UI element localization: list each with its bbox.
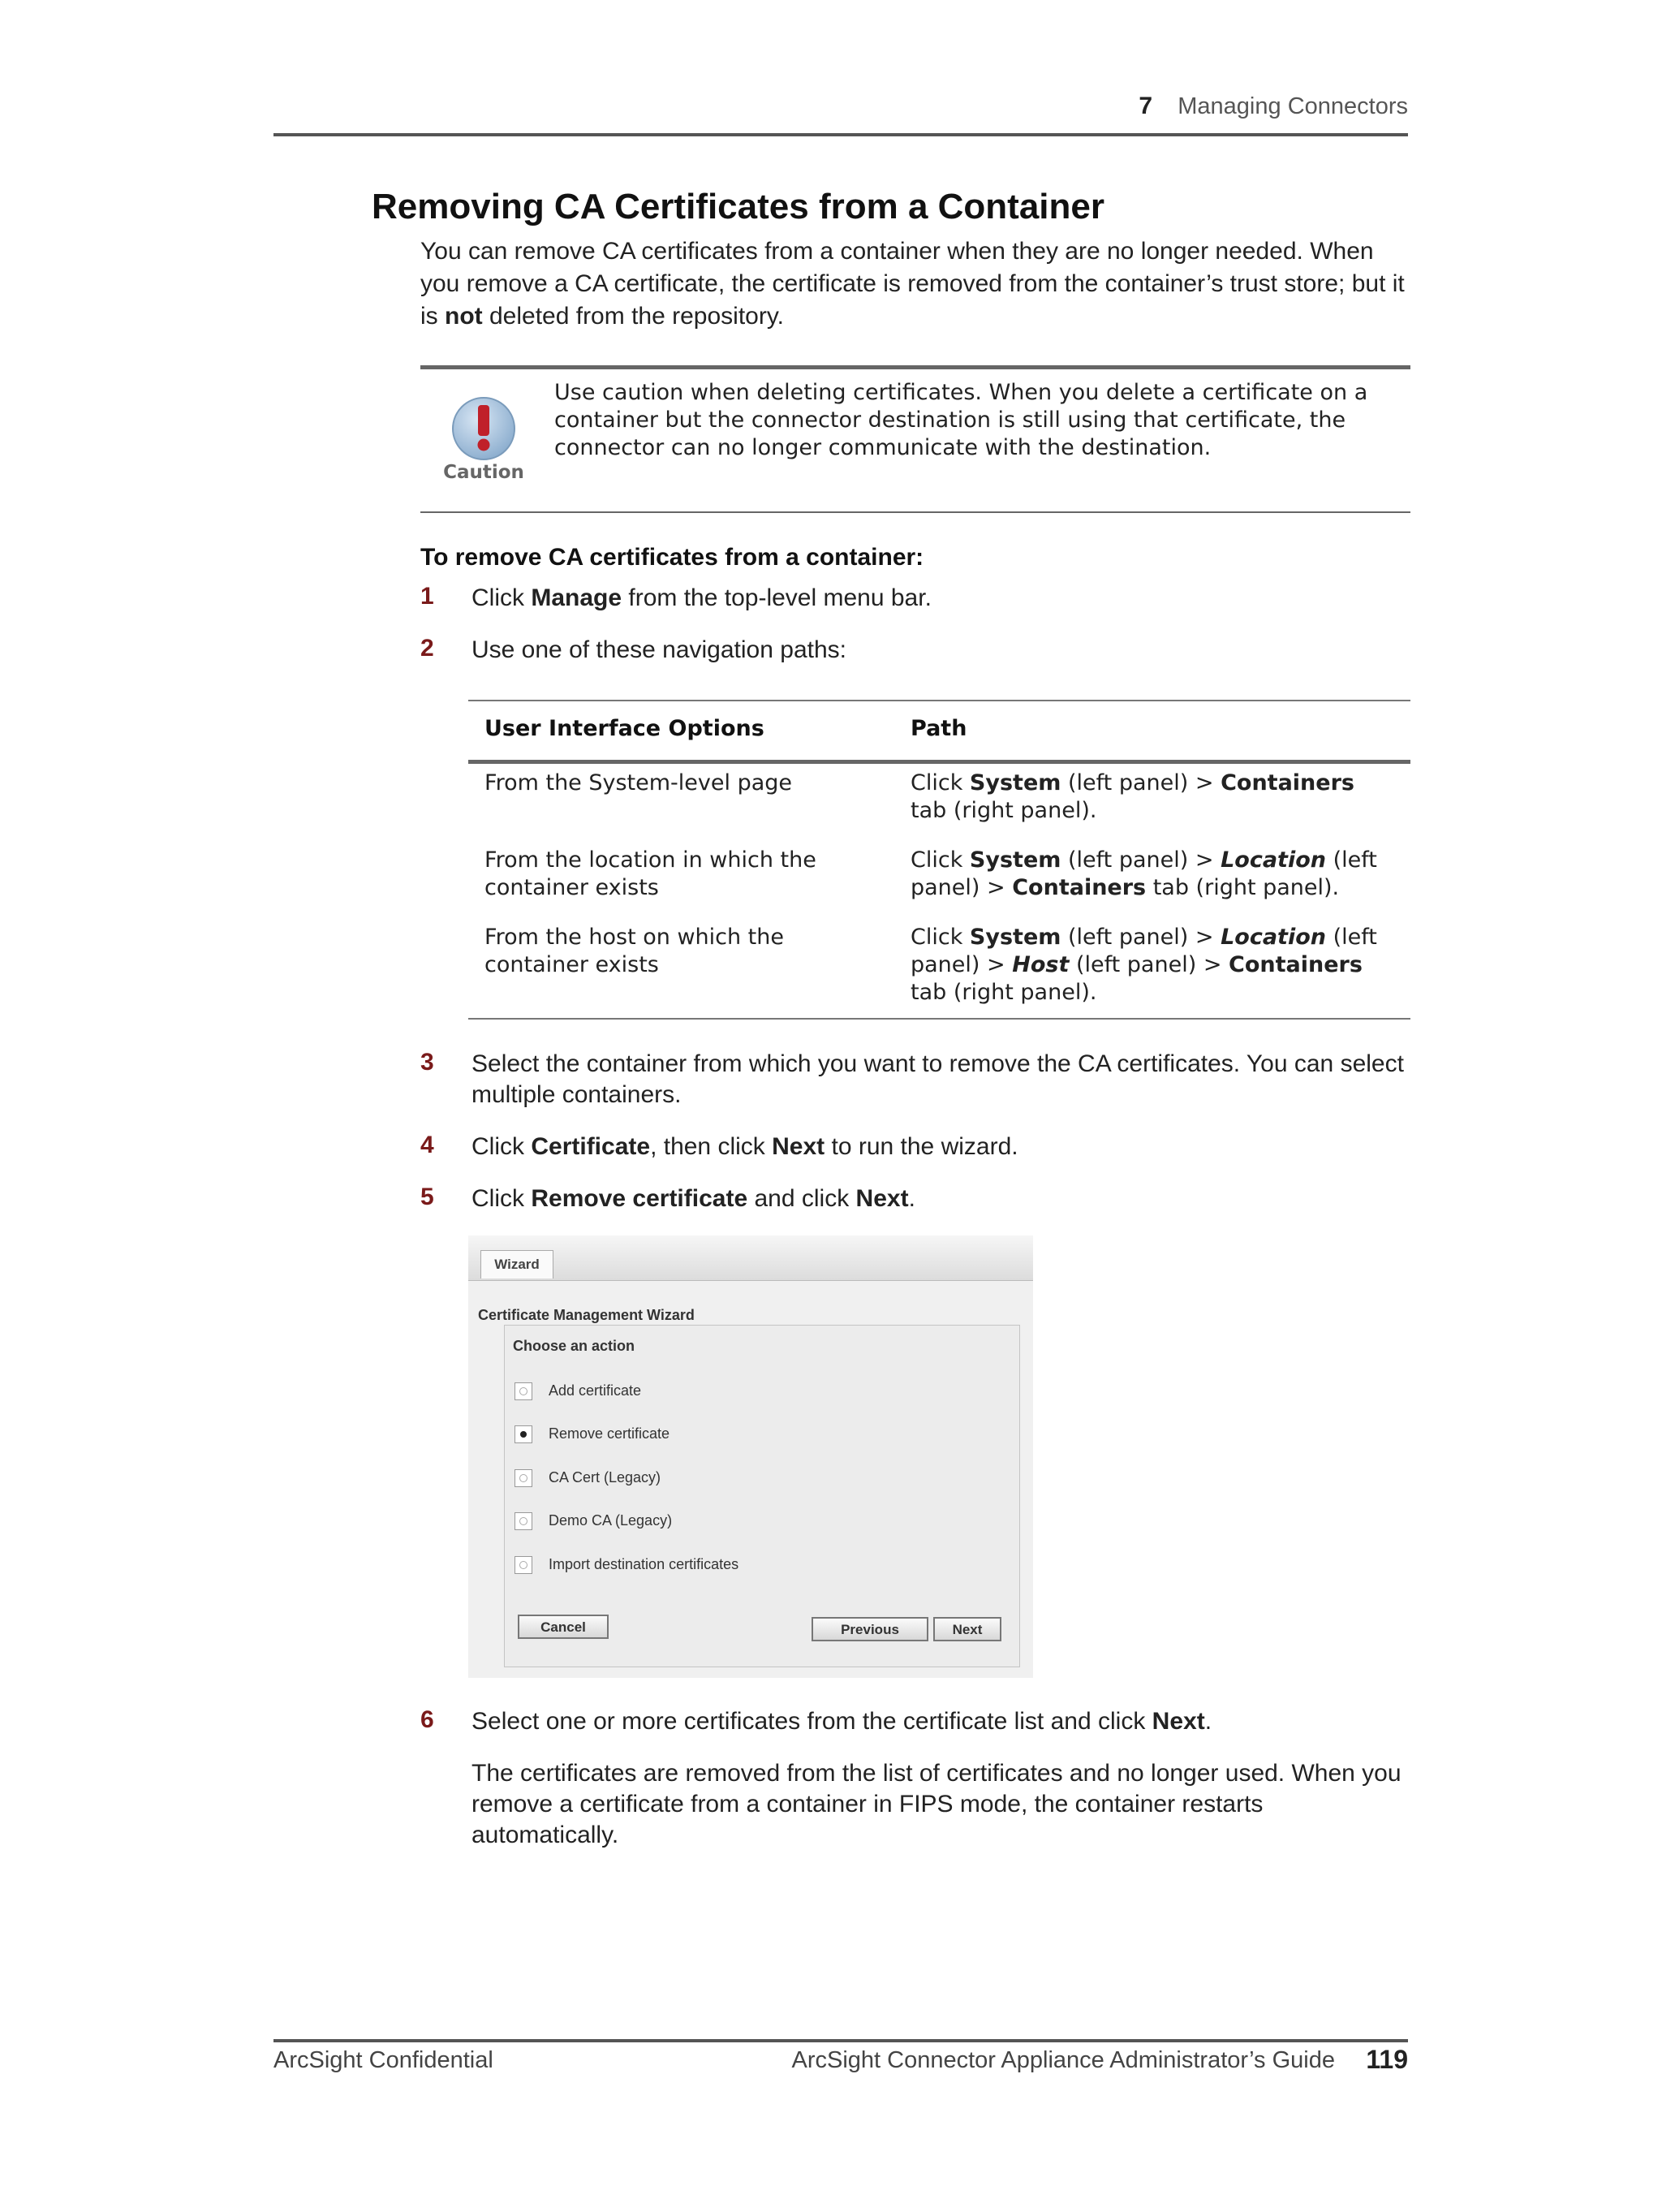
- table-cell-path: [911, 847, 1397, 902]
- table-cell-path: [911, 924, 1397, 1007]
- text-run: .: [908, 1185, 915, 1212]
- footer-guide-title: ArcSight Connector Appliance Administrator’s Guide: [791, 2047, 1335, 2073]
- step-4-text: [471, 1132, 1413, 1162]
- button-name-bold: Next: [772, 1133, 825, 1160]
- radio-button[interactable]: [515, 1469, 532, 1487]
- step-number: 4: [420, 1132, 434, 1158]
- radio-label: Remove certificate: [549, 1425, 670, 1442]
- intro-bold: not: [445, 303, 483, 330]
- table-cell-path: [911, 770, 1397, 825]
- text-run: tab (right panel).: [911, 980, 1097, 1005]
- path-bold-italic: Location: [1221, 847, 1326, 873]
- caution-box: [420, 365, 1410, 513]
- text-run: from the top-level menu bar.: [622, 584, 932, 611]
- page-footer: [273, 2039, 1408, 2074]
- table-header-options: User Interface Options: [484, 716, 764, 741]
- section-title: Removing CA Certificates from a Container: [372, 187, 1104, 226]
- step-number: 2: [420, 635, 434, 662]
- text-run: (left: [1326, 925, 1377, 950]
- radio-button[interactable]: [515, 1382, 532, 1400]
- path-bold: System: [969, 770, 1061, 796]
- text-run: tab (right panel).: [1146, 875, 1340, 900]
- wizard-tab-bar: [468, 1235, 1033, 1281]
- caution-text: Use caution when deleting certificates. When you delete a certificate on a container but the connector destination is still using that certificate, the connector can no longer communicate with the destination.: [554, 380, 1368, 460]
- step-6-text: [471, 1706, 1413, 1737]
- text-run: Click: [471, 1133, 532, 1160]
- option-name-bold: Remove certificate: [531, 1185, 748, 1212]
- path-bold: Containers: [1221, 770, 1354, 796]
- step-number: 1: [420, 583, 434, 610]
- radio-label: Import destination certificates: [549, 1556, 739, 1572]
- wizard-screenshot: [468, 1235, 1033, 1678]
- radio-button[interactable]: [515, 1556, 532, 1574]
- cancel-button[interactable]: Cancel: [518, 1615, 609, 1639]
- intro-paragraph: [420, 235, 1410, 333]
- radio-label: Add certificate: [549, 1382, 642, 1399]
- text-run: panel) >: [911, 875, 1013, 900]
- path-bold-italic: Location: [1221, 925, 1326, 950]
- table-cell-option: From the host on which the container exists: [484, 925, 784, 977]
- text-run: (left panel) >: [1061, 925, 1221, 950]
- intro-text-2: deleted from the repository.: [482, 303, 784, 330]
- text-run: (left panel) >: [1061, 770, 1221, 796]
- caution-exclamation-icon: [443, 394, 524, 491]
- step-number: 5: [420, 1184, 434, 1210]
- text-run: Click: [911, 925, 970, 950]
- text-run: Click: [471, 584, 532, 611]
- text-run: , then click: [650, 1133, 773, 1160]
- wizard-tab[interactable]: Wizard: [480, 1250, 553, 1278]
- previous-button[interactable]: Previous: [812, 1617, 928, 1641]
- wizard-title: Certificate Management Wizard: [478, 1307, 695, 1323]
- text-run: and click: [747, 1185, 856, 1212]
- step-number: 3: [420, 1049, 434, 1076]
- next-button[interactable]: Next: [933, 1617, 1001, 1641]
- radio-label: CA Cert (Legacy): [549, 1469, 661, 1485]
- chapter-title: Managing Connectors: [1178, 93, 1408, 119]
- text-run: .: [1204, 1708, 1212, 1735]
- choose-action-label: Choose an action: [513, 1338, 635, 1354]
- text-run: tab (right panel).: [911, 798, 1097, 823]
- path-bold: System: [969, 847, 1061, 873]
- caution-label: Caution: [443, 462, 524, 483]
- path-bold-italic: Host: [1012, 952, 1070, 977]
- table-cell-option: From the System-level page: [484, 770, 793, 796]
- table-header-path: Path: [911, 716, 967, 741]
- text-run: Click: [911, 847, 970, 873]
- text-run: Click: [911, 770, 970, 796]
- menu-name-bold: Manage: [531, 584, 622, 611]
- text-run: Select one or more certificates from the certificate list and click: [471, 1708, 1152, 1735]
- path-bold: Containers: [1012, 875, 1147, 900]
- chapter-number: 7: [1139, 93, 1152, 119]
- button-name-bold: Certificate: [531, 1133, 651, 1160]
- navigation-paths-table: [468, 700, 1410, 1020]
- procedure-heading: To remove CA certificates from a container:: [420, 544, 924, 571]
- wizard-panel: [504, 1325, 1020, 1667]
- step-5-text: [471, 1184, 1413, 1214]
- text-run: Click: [471, 1185, 532, 1212]
- button-name-bold: Next: [855, 1185, 909, 1212]
- text-run: (left: [1326, 847, 1377, 873]
- radio-button-selected[interactable]: [515, 1425, 532, 1443]
- radio-label: Demo CA (Legacy): [549, 1512, 673, 1529]
- text-run: panel) >: [911, 952, 1013, 977]
- footer-confidential: ArcSight Confidential: [273, 2047, 493, 2073]
- page-header: [273, 88, 1408, 136]
- intro-text-1: You can remove CA certificates from a container when they are no longer needed. When you remove a CA certificate, the certificate is removed from the container’s trust store; but it is: [420, 238, 1405, 330]
- text-run: (left panel) >: [1061, 847, 1221, 873]
- path-bold: Containers: [1229, 952, 1363, 977]
- table-header-divider: [468, 760, 1410, 764]
- button-name-bold: Next: [1152, 1708, 1205, 1735]
- radio-button[interactable]: [515, 1512, 532, 1530]
- step-3-text: Select the container from which you want to remove the CA certificates. You can select multiple containers.: [471, 1050, 1404, 1108]
- table-cell-option: From the location in which the container exists: [484, 847, 816, 900]
- result-paragraph: The certificates are removed from the list of certificates and no longer used. When you remove a certificate from a container in FIPS mode, the container restarts automatically.: [471, 1760, 1402, 1848]
- text-run: (left panel) >: [1069, 952, 1229, 977]
- text-run: to run the wizard.: [825, 1133, 1018, 1160]
- step-1-text: [471, 583, 1413, 614]
- step-number: 6: [420, 1706, 434, 1733]
- step-2-text: Use one of these navigation paths:: [471, 636, 846, 663]
- path-bold: System: [969, 925, 1061, 950]
- page-number: 119: [1366, 2045, 1408, 2074]
